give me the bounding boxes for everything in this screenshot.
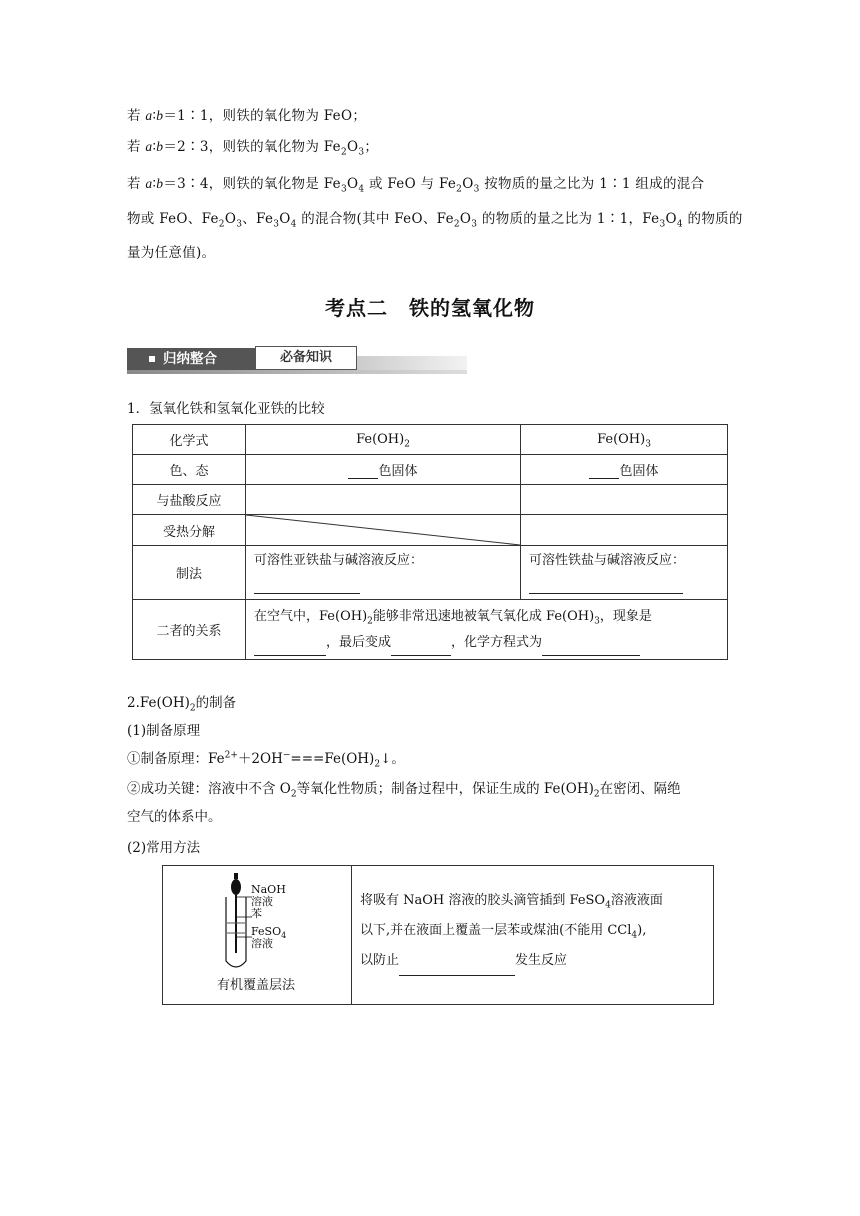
table-cell: 在空气中，$Fe(OH)_2$能够非常迅速地被氧气氧化成 $Fe(OH)_3$，现象是 ，最后变成 ，化学方程式为 <box>246 600 728 660</box>
s2-sub2: (2)常用方法 <box>127 840 201 856</box>
answer-blank[interactable] <box>542 641 640 656</box>
intro-line-3: 若 a∶b＝3∶4，则铁的氧化物是 $Fe_3O_4$ 或 FeO 与 $Fe_2O_3$ 按物质的量之比为 1∶1 组成的混合 <box>127 176 705 195</box>
banner-right: 必备知识 <box>255 346 357 370</box>
table-cell-empty[interactable] <box>521 485 728 515</box>
table-row <box>133 515 728 546</box>
answer-blank[interactable] <box>348 464 378 479</box>
banner-underline <box>127 370 467 374</box>
answer-blank[interactable] <box>391 641 451 656</box>
table-header-cell: 制法 <box>133 546 246 600</box>
table-cell: $Fe(OH)_3$ <box>521 425 728 455</box>
table-row <box>133 425 728 455</box>
table-row <box>133 455 728 485</box>
s2-key: ②成功关键：溶液中不含 $O_2$等氧化性物质；制备过程中，保证生成的 $Fe(OH)_2$在密闭、隔绝 <box>127 781 681 800</box>
s2-principle: ①制备原理：$Fe^{2+}+2OH^-===Fe(OH)_2↓$。 <box>127 750 405 770</box>
table-row <box>163 866 714 1005</box>
s2-key-line2: 空气的体系中。 <box>127 809 222 825</box>
table-cell: 可溶性铁盐与碱溶液反应： <box>521 546 728 600</box>
answer-blank[interactable] <box>254 641 326 656</box>
table-cell: $Fe(OH)_2$ <box>246 425 521 455</box>
method-table <box>162 865 714 1005</box>
knowledge-banner <box>127 346 467 376</box>
table-row <box>133 546 728 600</box>
section-title: 考点二 铁的氢氧化物 <box>325 296 535 320</box>
table-header-cell: 与盐酸反应 <box>133 485 246 515</box>
apparatus-cell <box>163 866 352 1005</box>
table-cell-crossed <box>246 515 521 546</box>
table-row <box>133 600 728 660</box>
table-cell-empty[interactable] <box>521 515 728 546</box>
method-caption: 有机覆盖层法 <box>216 978 295 993</box>
table-row <box>133 485 728 515</box>
table-header-cell: 受热分解 <box>133 515 246 546</box>
apparatus-labels: NaOH 溶液 苯 FeSO$_4$ 溶液 <box>251 883 287 950</box>
banner-fade <box>357 356 467 370</box>
diagonal-line <box>246 515 520 545</box>
answer-blank[interactable] <box>529 579 683 594</box>
method-desc-cell: 将吸有 NaOH 溶液的胶头滴管插到 FeSO$_4$溶液液面 以下,并在液面上覆盖一层苯或煤油(不能用 CCl$_4$), 以防止 发生反应 <box>352 866 714 1005</box>
intro-line-1: 若 a∶b＝1∶1，则铁的氧化物为 FeO； <box>127 108 367 124</box>
table-cell: 可溶性亚铁盐与碱溶液反应： <box>246 546 521 600</box>
table-header-cell: 色、态 <box>133 455 246 485</box>
answer-blank[interactable] <box>399 961 515 976</box>
s1-heading: 1．氢氧化铁和氢氧化亚铁的比较 <box>127 401 325 417</box>
intro-line-4: 物或 FeO、$Fe_2O_3$、$Fe_3O_4$ 的混合物(其中 FeO、$Fe_2O_3$ 的物质的量之比为 1∶1，$Fe_3O_4$ 的物质的 <box>127 211 743 230</box>
intro-line-5: 量为任意值)。 <box>127 245 216 261</box>
table-cell: 色固体 <box>521 455 728 485</box>
table-header-cell: 化学式 <box>133 425 246 455</box>
intro-line-2: 若 a∶b＝2∶3，则铁的氧化物为 $Fe_2O_3$； <box>127 139 379 158</box>
table-cell: 色固体 <box>246 455 521 485</box>
banner-left: 归纳整合 <box>127 348 255 370</box>
answer-blank[interactable] <box>589 464 619 479</box>
table-header-cell: 二者的关系 <box>133 600 246 660</box>
answer-blank[interactable] <box>254 579 360 594</box>
s2-heading: $2.Fe(OH)_2$的制备 <box>127 695 237 714</box>
s2-sub1: (1)制备原理 <box>127 723 201 739</box>
comparison-table <box>132 424 728 660</box>
table-cell-empty[interactable] <box>246 485 521 515</box>
square-icon <box>149 356 155 362</box>
